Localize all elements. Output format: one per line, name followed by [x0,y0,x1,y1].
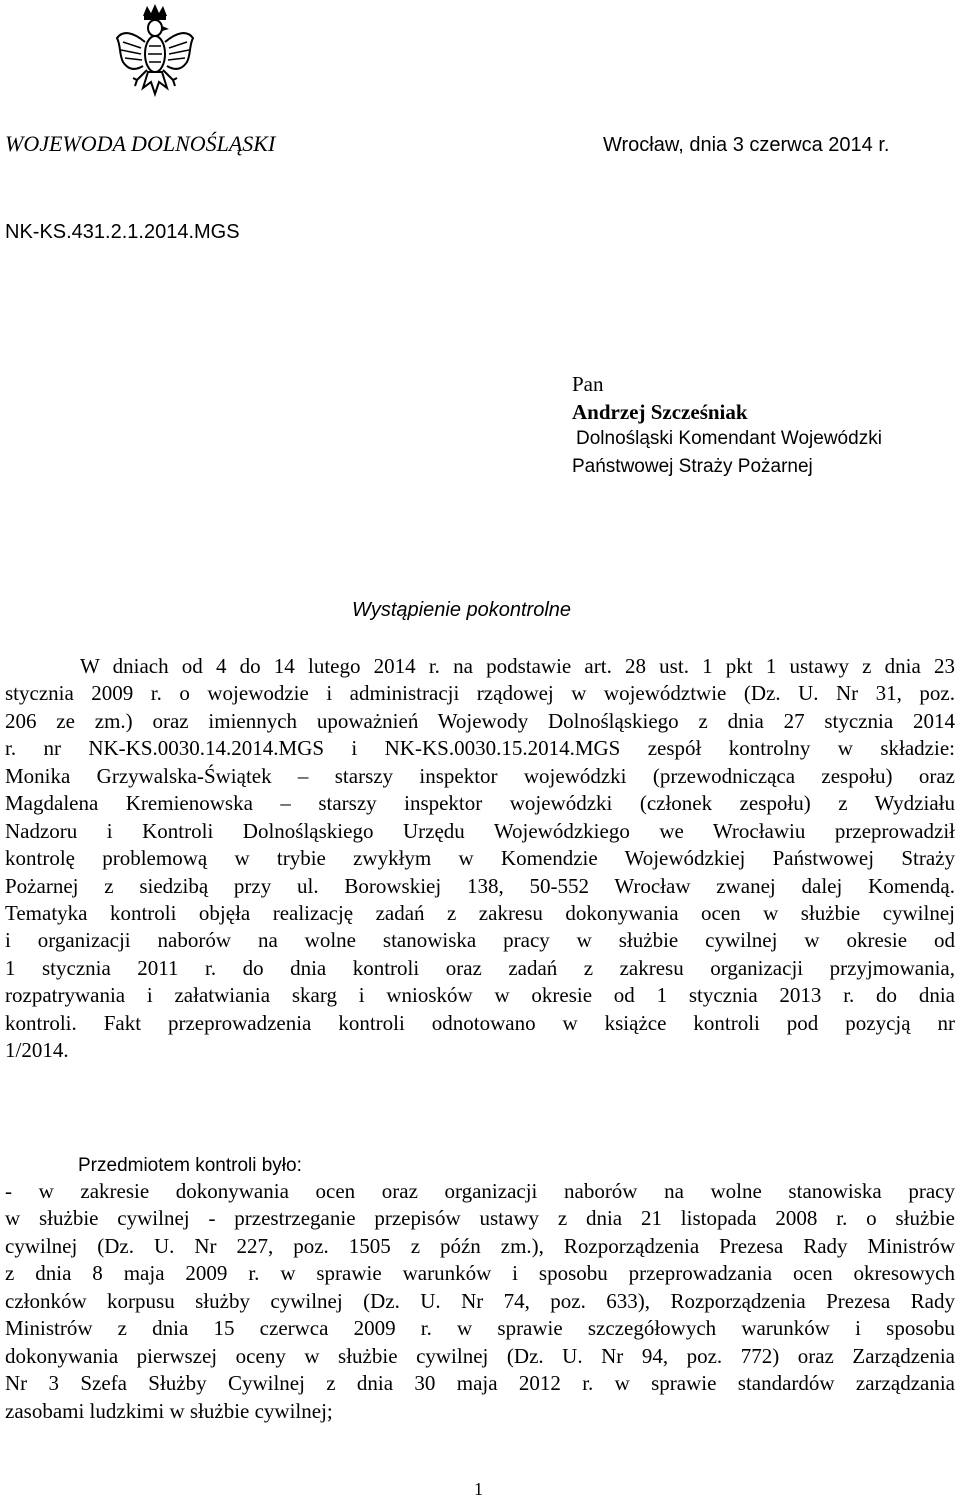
page-number: 1 [474,1479,483,1499]
paragraph-line: kontroli. Fakt przeprowadzenia kontroli odnotowano w książce kontroli pod pozycją nr [5,1010,955,1035]
paragraph-line: Nadzoru i Kontroli Dolnośląskiego Urzędu Wojewódzkiego we Wrocławiu przeprowadził [5,818,955,843]
paragraph-line: kontrolę problemową w trybie zwykłym w Komendzie Wojewódzkiej Państwowej Straży [5,846,955,871]
paragraph-line: członków korpusu służby cywilnej (Dz. U. Nr 74, poz. 633), Rozporządzenia Prezesa Rady [5,1288,955,1313]
paragraph-line: zasobami ludzkimi w służbie cywilnej; [5,1398,333,1423]
paragraph-line: Magdalena Kremienowska – starszy inspektor wojewódzki (członek zespołu) z Wydziału [5,791,955,816]
paragraph-line: 206 ze zm.) oraz imiennych upoważnień Wojewody Dolnośląskiego z dnia 27 stycznia 2014 [5,708,955,733]
paragraph-line: i organizacji naborów na wolne stanowiska pracy w służbie cywilnej w okresie od [5,928,955,953]
paragraph-line: r. nr NK-KS.0030.14.2014.MGS i NK-KS.0030.15.2014.MGS zespół kontrolny w składzie: [5,736,955,761]
paragraph-line: Nr 3 Szefa Służby Cywilnej z dnia 30 maja 2012 r. w sprawie standardów zarządzania [5,1371,955,1396]
recipient-salutation: Pan [572,372,604,396]
polish-eagle-emblem-icon [115,2,195,102]
paragraph-line: - w zakresie dokonywania ocen oraz organizacji naborów na wolne stanowiska pracy [5,1179,955,1203]
paragraph-line: stycznia 2009 r. o wojewodzie i administracji rządowej w województwie (Dz. U. Nr 31, poz. [5,681,955,706]
paragraph-line: 1 stycznia 2011 r. do dnia kontroli oraz zadań z zakresu organizacji przyjmowania, [5,955,955,980]
recipient-name: Andrzej Szcześniak [572,400,748,424]
paragraph-line: Pożarnej z siedzibą przy ul. Borowskiej 138, 50-552 Wrocław zwanej dalej Komendą. [5,873,955,898]
paragraph-line: Monika Grzywalska-Świątek – starszy inspektor wojewódzki (przewodnicząca zespołu) oraz [5,763,955,788]
recipient-title-line1: Dolnośląski Komendant Wojewódzki [576,428,882,449]
document-title: Wystąpienie pokontrolne [352,599,572,621]
paragraph-line: Tematyka kontroli objęła realizację zadań z zakresu dokonywania ocen w służbie cywilnej [5,900,955,925]
paragraph-main [5,653,955,1065]
paragraph-line: z dnia 8 maja 2009 r. w sprawie warunków i sposobu przeprowadzania ocen okresowych [5,1261,955,1286]
recipient-title-line2: Państwowej Straży Pożarnej [572,456,813,477]
subject-heading: Przedmiotem kontroli było: [78,1155,302,1176]
date-line: Wrocław, dnia 3 czerwca 2014 r. [603,134,890,156]
authority-name: WOJEWODA DOLNOŚLĄSKI [5,131,276,156]
paragraph-line: Ministrów z dnia 15 czerwca 2009 r. w sprawie szczegółowych warunków i sposobu [5,1316,955,1341]
paragraph-line: cywilnej (Dz. U. Nr 227, poz. 1505 z późn zm.), Rozporządzenia Prezesa Rady Ministrów [5,1233,955,1258]
paragraph-line: 1/2014. [5,1038,69,1063]
paragraph-subject [5,1178,955,1425]
reference-number: NK-KS.431.2.1.2014.MGS [5,221,240,243]
paragraph-line: rozpatrywania i załatwiania skarg i wniosków w okresie od 1 stycznia 2013 r. do dnia [5,983,955,1008]
paragraph-line: w służbie cywilnej - przestrzeganie przepisów ustawy z dnia 21 listopada 2008 r. o służbie [5,1206,955,1231]
paragraph-line: dokonywania pierwszej oceny w służbie cywilnej (Dz. U. Nr 94, poz. 772) oraz Zarządzenia [5,1343,955,1368]
paragraph-line: W dniach od 4 do 14 lutego 2014 r. na podstawie art. 28 ust. 1 pkt 1 ustawy z dnia 23 [80,654,955,678]
